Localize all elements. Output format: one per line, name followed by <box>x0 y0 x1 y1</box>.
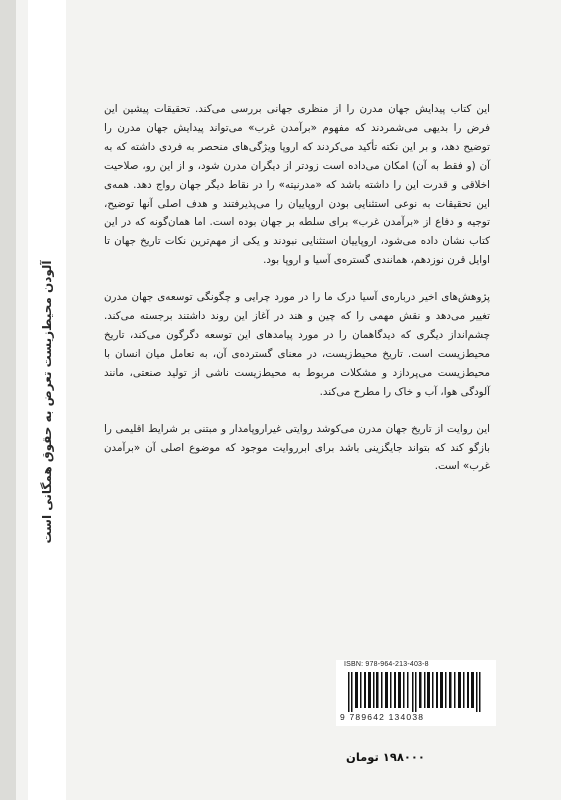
spine-edge <box>0 0 16 800</box>
barcode-number: 9 789642 134038 <box>340 712 425 722</box>
isbn-label: ISBN: 978-964-213-403-8 <box>344 661 429 668</box>
blurb-paragraph-3: این روایت از تاریخ جهان مدرن می‌کوشد روایتی غیراروپامدار و مبتنی بر شرایط اقلیمی را بازگو کند که بتواند جایگزینی باشد برای ابرروایت موجود که موضوع اصلی آن «برآمدن غرب» است. <box>104 422 490 473</box>
barcode-icon <box>342 672 492 712</box>
spine-quote: آلودن محیط‌زیست تعرض به حقوق همگانی است <box>40 260 54 544</box>
barcode-area <box>336 660 496 760</box>
blurb-paragraph-2: پژوهش‌های اخیر درباره‌ی آسیا درک ما را در مورد چرایی و چگونگی توسعه‌ی جهان مدرن تغییر می‌دهد و نقش مهمی را که چین و هند در آغاز این روند داشتند برجسته می‌کند. چشم‌انداز دیگری که دیدگاهمان را در مورد پیامدهای این توسعه دگرگون می‌کند، تاریخ محیط‌زیست است. تاریخ محیط‌زیست، در معنای گسترده‌ی آن، به تعامل میان انسان با محیط‌زیست می‌پردازد و مشکلات مربوط به محیط‌زیست ناشی از تولید صنعتی، مانند آلودگی هوا، آب و خاک را مطرح می‌کند. <box>104 291 490 398</box>
barcode-box <box>336 660 496 726</box>
price-label: ۱۹۸۰۰۰ تومان <box>346 750 425 764</box>
blurb-text <box>104 100 490 494</box>
blurb-paragraph-1: این کتاب پیدایش جهان مدرن را از منظری جهانی بررسی می‌کند. تحقیقات پیشین این فرض را بدیهی می‌شمردند که مفهوم «برآمدن غرب» می‌تواند پیدایش جهان مدرن را توضیح دهد، و بر این نکته تأکید می‌کردند که اروپا ویژگی‌های منحصر به فردی داشته که به آن (و فقط به آن) امکان می‌داده است زودتر از دیگران مدرن شود، و از این رو، صلاحیت اخلاقی و قدرت این را داشته باشد که «مدرنیته» را در نقاط دیگر جهان رواج دهد. همه‌ی این تحقیقات به نوعی استثنایی بودن اروپاییان را می‌پذیرفتند و هدف اصلی آنها توضیح، توجیه و دفاع از «برآمدن غرب» برای سلطه بر جهان بوده است. اما همان‌گونه که در این کتاب نشان داده می‌شود، اروپاییان استثنایی نبودند و یکی از مهم‌ترین نکات تاریخ جهان تا اوایل قرن نوزدهم، همانندی گستره‌ی آسیا و اروپا بود. <box>104 103 490 267</box>
